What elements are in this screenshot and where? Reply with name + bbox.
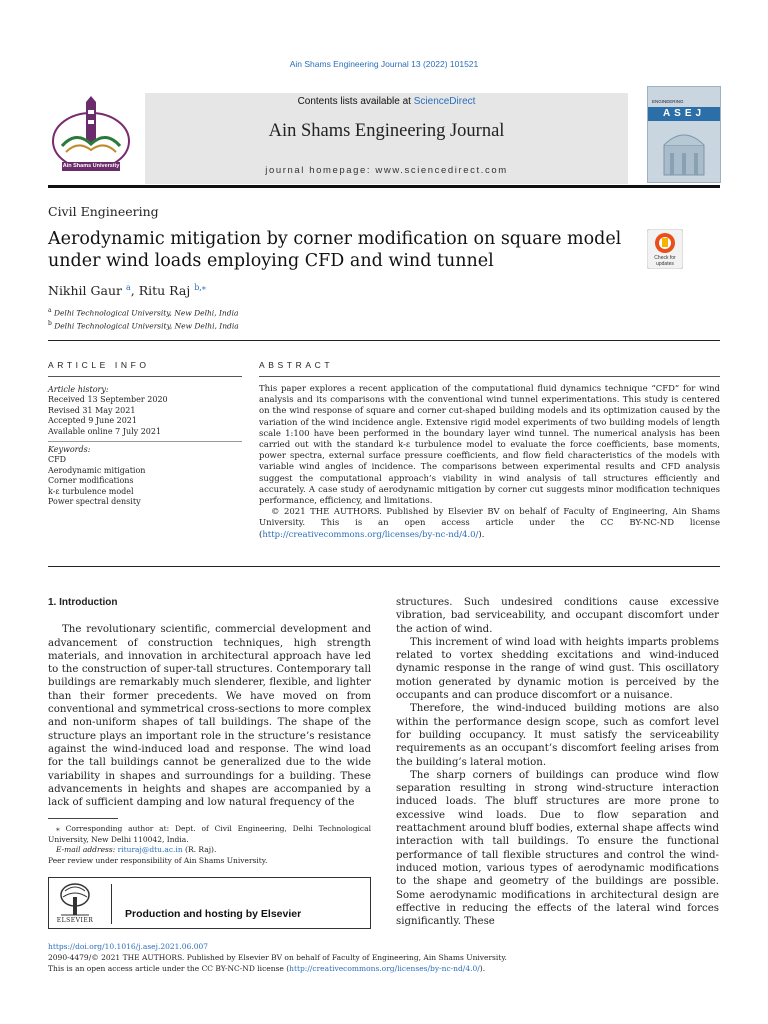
email-note — [48, 845, 371, 856]
logo-caption: Ain Shams University — [62, 163, 120, 169]
footnote-rule — [48, 818, 118, 819]
corresponding-author-note: ⁎ Corresponding author at: Dept. of Civil Engineering, Delhi Technological University, New Delhi 110042, India. — [48, 824, 371, 844]
keywords-rule — [48, 441, 242, 442]
peer-review-note: Peer review under responsibility of Ain Shams University. — [48, 855, 268, 865]
journal-reference[interactable]: Ain Shams Engineering Journal 13 (2022) 101521 — [289, 59, 479, 69]
keyword-item: CFD — [48, 455, 67, 465]
oa-prefix: This is an open access article under the CC BY-NC-ND license ( — [48, 964, 290, 973]
affiliations — [48, 306, 239, 332]
author-separator: , — [130, 283, 139, 299]
keyword-item: Aerodynamic mitigation — [48, 465, 146, 475]
affiliation-text: Delhi Technological University, New Delhi, India — [53, 308, 239, 318]
article-info — [48, 385, 242, 507]
email-link[interactable]: rituraj@dtu.ac.in — [117, 845, 183, 855]
open-access-line — [48, 963, 720, 974]
check-for-updates-badge[interactable] — [647, 229, 683, 269]
contents-prefix: Contents lists available at — [297, 96, 414, 107]
cover-label: ASEJ — [662, 108, 706, 119]
affiliation-text: Delhi Technological University, New Delhi, India — [54, 321, 239, 331]
abstract-bottom-rule — [48, 566, 720, 567]
production-hosting-text: Production and hosting by Elsevier — [125, 908, 302, 920]
body-paragraph: structures. Such undesired conditions cause excessive vibration, bad serviceability, and occupant discomfort under the action of wind. — [396, 597, 719, 635]
copyright-end: ). — [478, 529, 485, 540]
elsevier-wordmark: ELSEVIER — [56, 917, 94, 924]
journal-banner — [145, 93, 628, 184]
abstract-copyright — [259, 507, 720, 541]
elsevier-divider — [111, 884, 112, 924]
email-label: E-mail address: — [56, 845, 116, 855]
doi-link[interactable]: https://doi.org/10.1016/j.asej.2021.06.007 — [48, 942, 209, 951]
journal-homepage[interactable]: journal homepage: www.sciencedirect.com — [265, 165, 508, 176]
check-updates-label-1: Check for — [654, 255, 676, 261]
abstract — [259, 384, 720, 541]
body-right-column — [396, 596, 719, 928]
check-updates-label-2: updates — [656, 261, 674, 267]
elsevier-production-box — [48, 877, 371, 929]
body-paragraph: The revolutionary scientific, commercial development and advancement of construction techniques, high strength materials, and innovation in architectural approach have led to the construction of super-tall structures. Contemporary tall buildings are remarkably much slenderer, flexible, and lighter than their former precedents. We have moved on from conventional and symmetrical cross-sections to more complex and non-uniform shapes of tall buildings. The shape of the structure plays an important role in the structure’s resistance against the wind-induced load and response. The wind load for the tall buildings cannot be generalized due to the wide variability in shapes and surroundings for a building. These advancements in heights and shapes are accompanied by a lack of sufficient damping and low natural frequency of the — [48, 624, 371, 809]
abstract-rule — [259, 376, 720, 377]
copyright-text: © 2021 THE AUTHORS. Published by Elsevier BV on behalf of Faculty of Engineering, Ain Shams University. This is an open access article under the CC BY-NC-ND license ( — [259, 507, 720, 540]
journal-title: Ain Shams Engineering Journal — [268, 121, 505, 141]
elsevier-tree-logo — [55, 881, 95, 925]
university-logo — [48, 96, 134, 176]
history-item: Received 13 September 2020 — [48, 395, 168, 405]
footnotes — [48, 824, 371, 866]
affiliation-mark: b — [48, 320, 52, 327]
header-rule — [48, 185, 720, 188]
journal-cover-image — [647, 86, 721, 183]
oa-license-link[interactable]: http://creativecommons.org/licenses/by-nc-nd/4.0/ — [289, 964, 480, 973]
oa-suffix: ). — [479, 964, 486, 973]
issn-line: 2090-4479/© 2021 THE AUTHORS. Published by Elsevier BV on behalf of Faculty of Engineering, Ain Shams University. — [48, 953, 507, 962]
sciencedirect-link[interactable]: ScienceDirect — [413, 96, 476, 107]
history-item: Available online 7 July 2021 — [48, 426, 162, 436]
article-title: Aerodynamic mitigation by corner modification on square model under wind loads employing CFD and wind tunnel — [48, 229, 622, 271]
abstract-text: This paper explores a recent application of the computational fluid dynamics technique “CFD” for wind analysis and its comparisons with the conventional wind tunnel experimentations. This study is centered on the wind response of square and corner cut-shaped building models and its optimization caused by the variation of the wind incidence angle. Extensive rigid model experiments of two building models of length scale 1:100 have been performed in the boundary layer wind tunnel. The numerical analysis has been carried out with the standard k-ε turbulence model to evaluate the force coefficients, base moments, power spectra, external surface pressure coefficients, and flow field characteristics of the models with variable wind angles of incidence. The comparisons between experimental results and CFD analysis suggest the computational approach’s viability in wind analysis of tall structures efficiently and accurately. A case study of aerodynamic mitigation by corner cut suggests minor modification techniques performance, efficiency, and limitations. — [259, 384, 720, 507]
body-left-column — [48, 596, 371, 809]
article-info-rule — [48, 376, 242, 377]
body-paragraph: The sharp corners of buildings can produce wind flow separation resulting in strong wind-structure interaction induced loads. The bluff structures are more prone to excessive wind loads. Due to flow separation and reattachment around bluff bodies, external shape affects wind interaction with tall buildings. To ensure the functional performance of tall flexible structures and control the wind-induced motion, various types of aerodynamic modifications to the shape and geometry of the buildings are possible. Some aerodynamic modifications in architectural design are effective in reducing the effects of the lateral wind forces significantly. These — [396, 769, 719, 928]
doi-block — [48, 941, 720, 974]
history-item: Revised 31 May 2021 — [48, 405, 136, 415]
author-affiliation-mark[interactable]: a — [125, 283, 131, 292]
keyword-item: k-ε turbulence model — [48, 486, 134, 496]
keyword-item: Power spectral density — [48, 497, 141, 507]
author-affiliation-mark[interactable]: b,⁎ — [194, 283, 206, 292]
license-link[interactable]: http://creativecommons.org/licenses/by-nc-nd/4.0/ — [262, 529, 479, 540]
article-info-heading: ARTICLE INFO — [48, 360, 150, 370]
article-section: Civil Engineering — [48, 204, 159, 219]
keywords-label: Keywords: — [48, 445, 91, 455]
keyword-item: Corner modifications — [48, 476, 134, 486]
info-top-rule — [48, 340, 720, 341]
section-heading-introduction: 1. Introduction — [48, 597, 118, 608]
affiliation-item — [48, 319, 239, 332]
history-item: Accepted 9 June 2021 — [48, 416, 137, 426]
cover-label-top: ENGINEERING — [652, 99, 684, 104]
affiliation-item — [48, 306, 239, 319]
author-list — [48, 283, 206, 298]
body-paragraph: Therefore, the wind-induced building motions are also within the performance design scope, such as comfort level for building occupancy. It must satisfy the serviceability requirements as an occupant’s discomfort feeling arises from the building’s lateral motion. — [396, 703, 719, 768]
abstract-heading: ABSTRACT — [259, 360, 334, 370]
body-paragraph: This increment of wind load with heights imparts problems related to vortex shedding excitations and wind-induced dynamic response in the range of wind gust. This oscillatory motion generated by dynamic motion is perceived by the occupants and can produce discomfort or a nuisance. — [396, 636, 719, 702]
email-suffix: (R. Raj). — [182, 845, 217, 855]
affiliation-mark: a — [48, 307, 52, 314]
author-name[interactable]: Ritu Raj — [138, 283, 191, 299]
history-label: Article history: — [48, 385, 109, 394]
contents-line — [145, 96, 628, 107]
author-name[interactable]: Nikhil Gaur — [48, 283, 122, 299]
